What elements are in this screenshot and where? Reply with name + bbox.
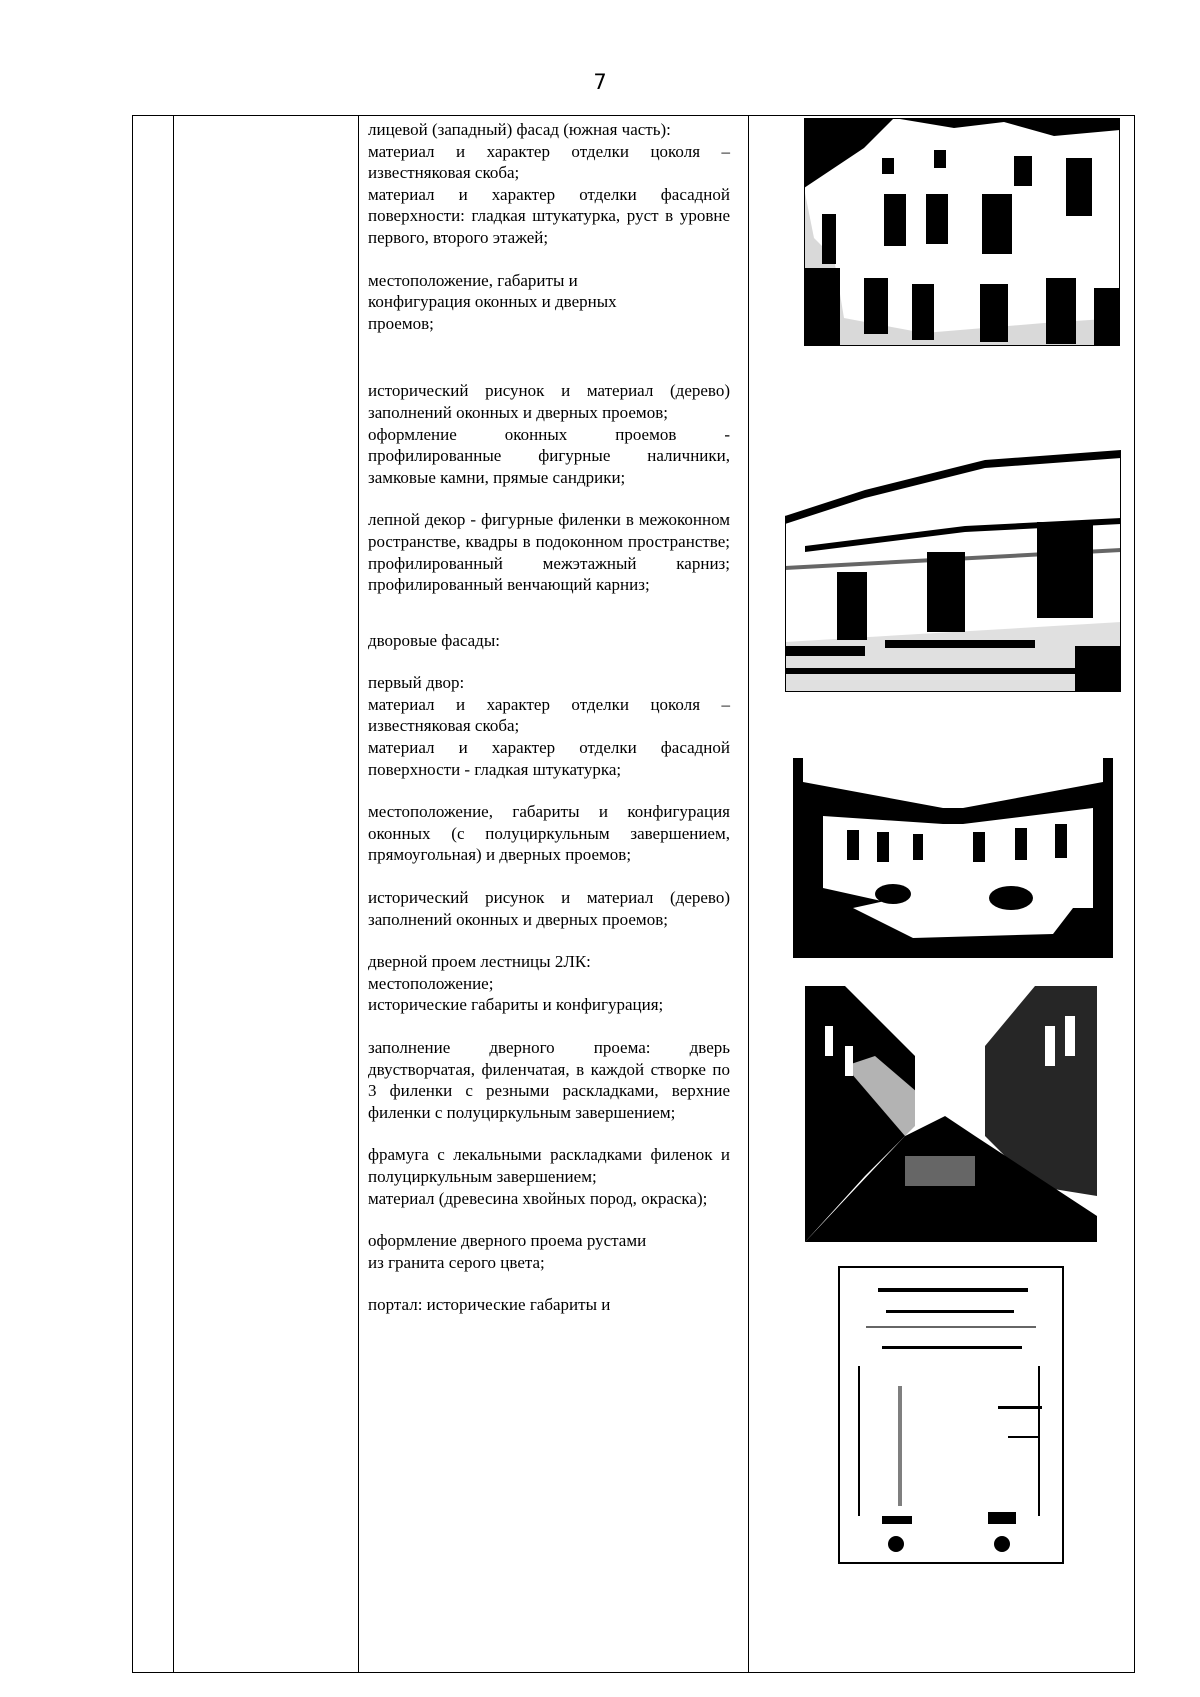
- paragraph: оформление оконных проемов - профилированные фигурные наличники, замковые камни, прямые сандрики;: [368, 424, 730, 487]
- paragraph: фрамуга с лекальными раскладками филенок и полуциркульным завершением;: [368, 1145, 730, 1186]
- paragraph: исторический рисунок и материал (дерево) заполнений оконных и дверных проемов;: [368, 381, 730, 422]
- paragraph: исторический рисунок и материал (дерево) заполнений оконных и дверных проемов;: [368, 888, 730, 929]
- facade-detail-photo-icon: [785, 446, 1121, 692]
- paragraph: оформление дверного проема рустами из гранита серого цвета;: [368, 1231, 647, 1272]
- paragraph: материал и характер отделки фасадной поверхности - гладкая штукатурка;: [368, 738, 730, 779]
- paragraph: материал (древесина хвойных пород, окраска);: [368, 1188, 708, 1208]
- page-number: 7: [593, 70, 607, 94]
- paragraph: местоположение;: [368, 973, 494, 993]
- door-photo-icon: [838, 1266, 1064, 1564]
- column-divider-3: [748, 116, 749, 1672]
- paragraph: первый двор:: [368, 673, 465, 693]
- paragraph: местоположение, габариты и конфигурация оконных (с полуциркульным завершением, прямоугольная) и дверных проемов;: [368, 802, 730, 865]
- paragraph: заполнение дверного проема: дверь двустворчатая, филенчатая, в каждой створке по 3 филенки с резными раскладками, верхние филенки с полуциркульным завершением;: [368, 1038, 730, 1122]
- paragraph: исторические габариты и конфигурация;: [368, 995, 664, 1015]
- protected-features-text: [368, 119, 730, 1316]
- paragraph: лицевой (западный) фасад (южная часть):: [368, 120, 671, 139]
- paragraph: материал и характер отделки фасадной поверхности: гладкая штукатурка, руст в уровне первого, второго этажей;: [368, 184, 730, 247]
- paragraph: материал и характер отделки цоколя – известняковая скоба;: [368, 141, 730, 183]
- paragraph: лепной декор - фигурные филенки в межоконном ространстве, квадры в подоконном пространстве; профилированный межэтажный карниз; профилированный венчающий карниз;: [368, 510, 730, 595]
- paragraph: местоположение, габариты и конфигурация оконных и дверных проемов;: [368, 270, 617, 333]
- column-divider-2: [358, 116, 359, 1672]
- paragraph: дворовые фасады:: [368, 630, 500, 650]
- courtyard-street-photo-icon: [805, 986, 1097, 1242]
- paragraph: материал и характер отделки цоколя – известняковая скоба;: [368, 694, 730, 736]
- paragraph: дверной проем лестницы 2ЛК:: [368, 952, 591, 972]
- column-divider-1: [173, 116, 174, 1672]
- courtyard-photo-icon: [793, 758, 1113, 958]
- paragraph: портал: исторические габариты и: [368, 1295, 611, 1315]
- facade-photo-icon: [804, 118, 1120, 346]
